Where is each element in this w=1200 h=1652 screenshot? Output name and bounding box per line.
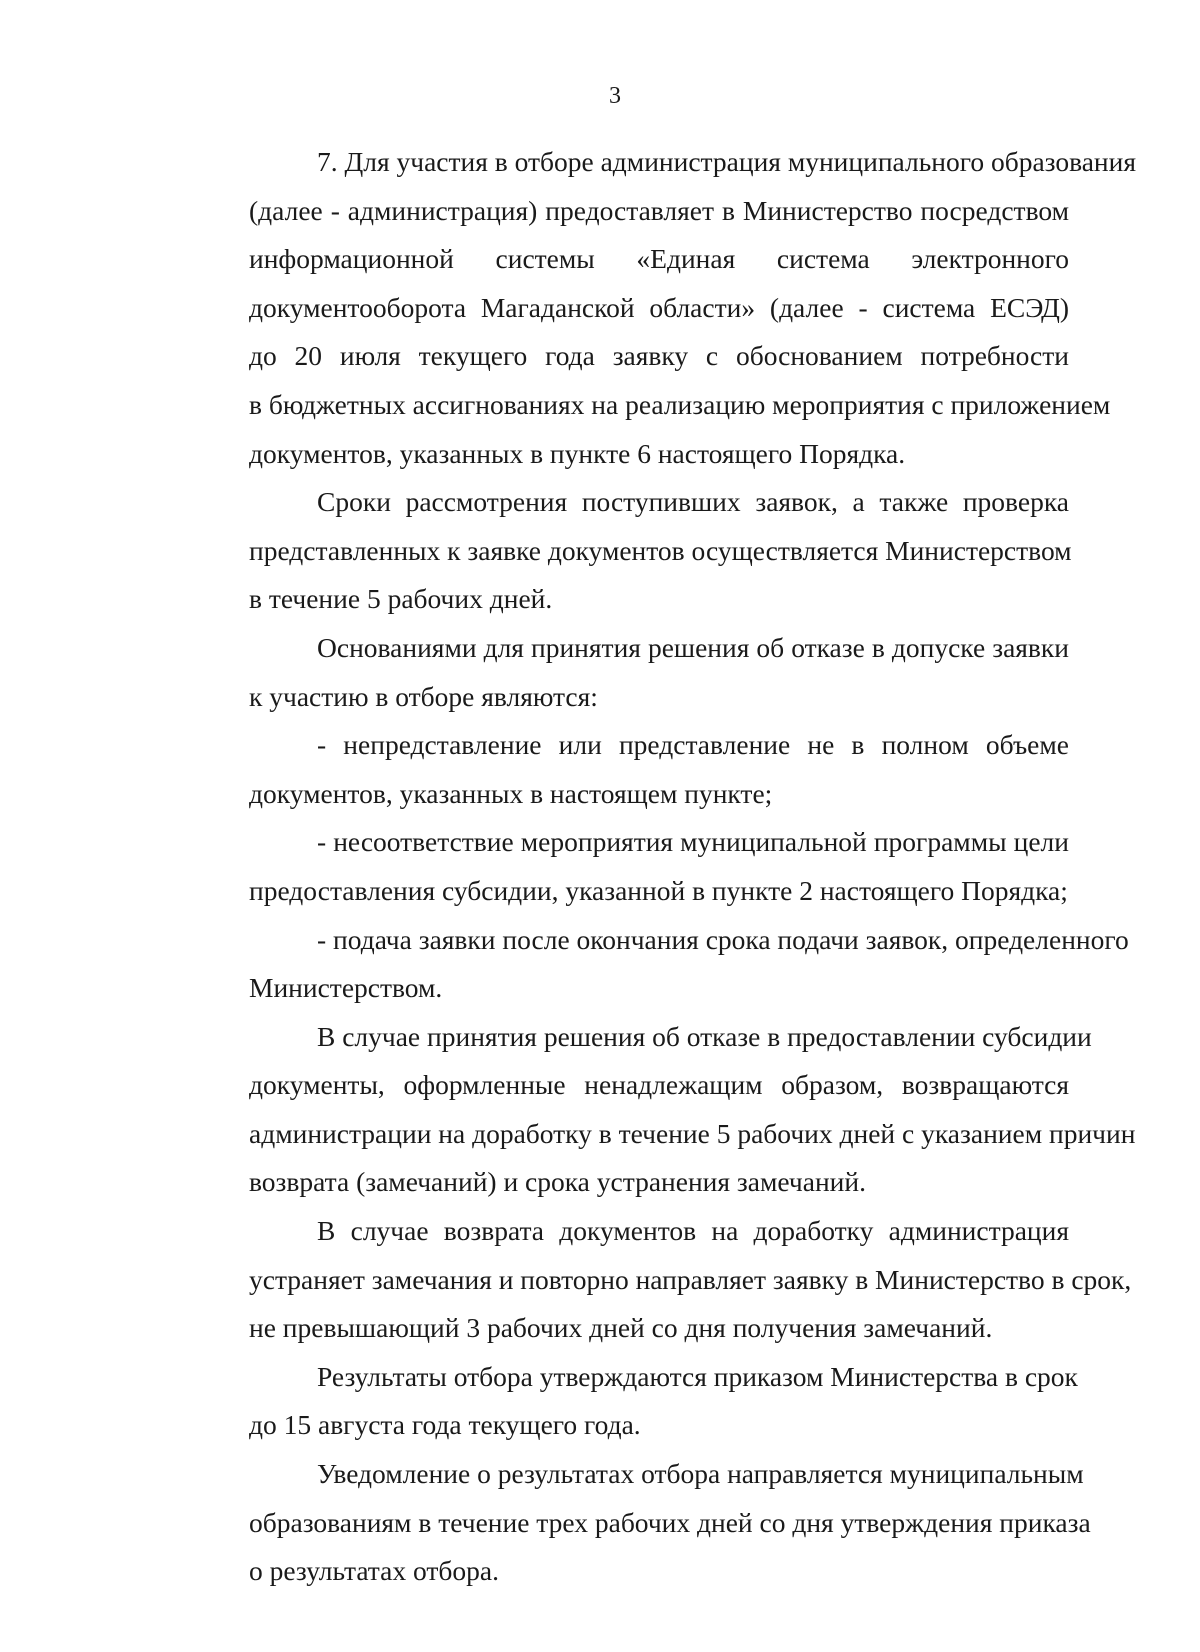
text-line: не превышающий 3 рабочих дней со дня получения замечаний. — [249, 1312, 993, 1344]
paragraph-resubmission — [181, 1207, 1132, 1353]
text-line: в бюджетных ассигнованиях на реализацию мероприятия с приложением — [249, 388, 1111, 420]
list-item-late-submission — [181, 916, 1129, 1013]
text-line: в течение 5 рабочих дней. — [249, 583, 553, 615]
text-line: представленных к заявке документов осуществляется Министерством — [249, 534, 1072, 566]
text-line: предоставления субсидии, указанной в пункте 2 настоящего Порядка; — [249, 874, 1068, 906]
paragraph-7-participation — [181, 138, 1137, 478]
text-line: Министерством. — [249, 972, 443, 1004]
text-line: документооборота Магаданской области» (далее - система ЕСЭД) — [249, 291, 1069, 323]
text-line: документов, указанных в пункте 6 настоящего Порядка. — [249, 437, 906, 469]
text-line: 7. Для участия в отборе администрация муниципального образования — [317, 146, 1137, 177]
text-line: устраняет замечания и повторно направляет заявку в Министерство в срок, — [249, 1263, 1132, 1295]
text-line: о результатах отбора. — [249, 1555, 499, 1587]
text-line: В случае возврата документов на доработку администрация — [317, 1215, 1069, 1247]
text-line: Основаниями для принятия решения об отказе в допуске заявки — [317, 631, 1069, 663]
text-line: образованиям в течение трех рабочих дней со дня утверждения приказа — [249, 1506, 1091, 1538]
text-line: Сроки рассмотрения поступивших заявок, а также проверка — [317, 486, 1069, 518]
text-line: администрации на доработку в течение 5 рабочих дней с указанием причин — [249, 1117, 1136, 1149]
text-line: документов, указанных в настоящем пункте; — [249, 777, 773, 809]
text-line: (далее - администрация) предоставляет в Министерство посредством — [249, 194, 1069, 226]
paragraph-rejection-grounds — [181, 624, 1069, 721]
text-line: Уведомление о результатах отбора направляется муниципальным — [317, 1458, 1084, 1490]
text-line: Результаты отбора утверждаются приказом Министерства в срок — [317, 1360, 1078, 1392]
text-line: возврата (замечаний) и срока устранения замечаний. — [249, 1166, 866, 1198]
text-line: информационной системы «Единая система электронного — [249, 243, 1069, 275]
list-item-non-submission — [181, 721, 1069, 818]
paragraph-notification — [181, 1450, 1091, 1596]
text-line: документы, оформленные ненадлежащим образом, возвращаются — [249, 1069, 1069, 1101]
paragraph-review-terms — [181, 478, 1072, 624]
paragraph-results-approval — [181, 1353, 1078, 1450]
document-body — [181, 138, 1137, 1596]
text-line: - непредставление или представление не в полном объеме — [317, 729, 1069, 761]
paragraph-refusal-return — [181, 1013, 1136, 1207]
text-line: - подача заявки после окончания срока подачи заявок, определенного — [317, 923, 1129, 955]
text-line: В случае принятия решения об отказе в предоставлении субсидии — [317, 1020, 1092, 1052]
text-line: до 15 августа года текущего года. — [249, 1409, 641, 1441]
page-number: 3 — [609, 83, 621, 109]
text-line: к участию в отборе являются: — [249, 680, 598, 712]
text-line: до 20 июля текущего года заявку с обоснованием потребности — [249, 340, 1069, 372]
text-line: - несоответствие мероприятия муниципальной программы цели — [317, 826, 1069, 858]
list-item-non-compliance — [181, 818, 1069, 915]
